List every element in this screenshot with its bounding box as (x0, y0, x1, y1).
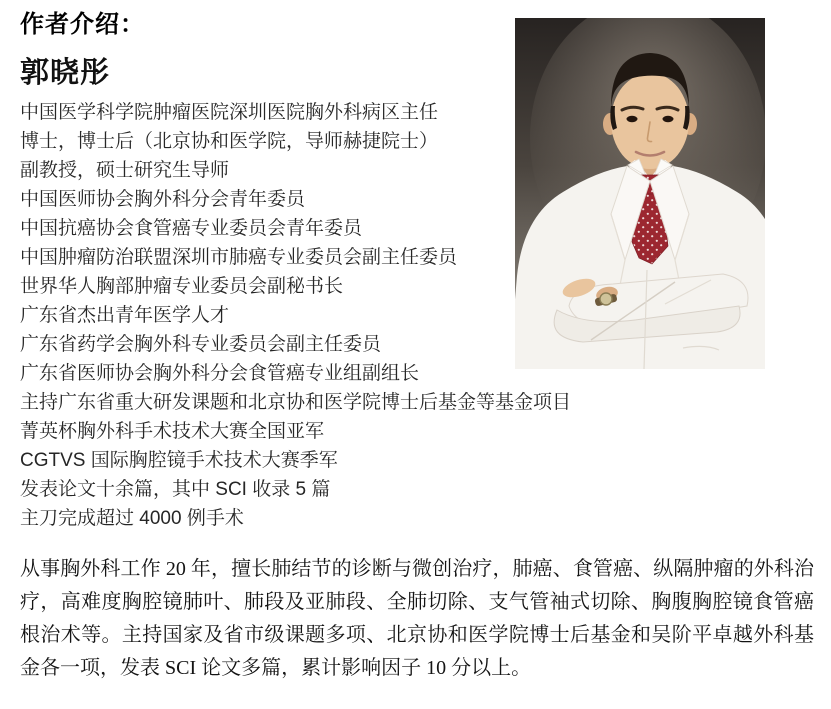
credential-item: 中国抗癌协会食管癌专业委员会青年委员 (20, 218, 363, 239)
author-name: 郭晓彤 (20, 57, 111, 89)
credential-item: 发表论文十余篇，其中 SCI 收录 5 篇 (20, 479, 331, 500)
credential-item: 菁英杯胸外科手术技术大赛全国亚军 (20, 421, 325, 442)
credential-item: 中国医学科学院肿瘤医院深圳医院胸外科病区主任 (20, 102, 439, 123)
credential-item: 广东省医师协会胸外科分会食管癌专业组副组长 (20, 363, 420, 384)
credential-item: 广东省药学会胸外科专业委员会副主任委员 (20, 334, 382, 355)
credential-item: 世界华人胸部肿瘤专业委员会副秘书长 (20, 276, 344, 297)
credential-item: 博士，博士后（北京协和医学院，导师赫捷院士） (20, 131, 439, 152)
author-photo (515, 18, 765, 369)
credential-item: 广东省杰出青年医学人才 (20, 305, 230, 326)
credential-item: 主刀完成超过 4000 例手术 (20, 508, 244, 529)
credential-item: CGTVS 国际胸腔镜手术技术大赛季军 (20, 450, 338, 471)
credential-item: 副教授，硕士研究生导师 (20, 160, 230, 181)
credential-item: 中国医师协会胸外科分会青年委员 (20, 189, 306, 210)
section-title: 作者介绍： (20, 12, 145, 38)
bio-paragraph: 从事胸外科工作 20 年，擅长肺结节的诊断与微创治疗，肺癌、食管癌、纵隔肿瘤的外科治疗，高难度胸腔镜肺叶、肺段及亚肺段、全肺切除、支气管袖式切除、胸腹胸腔镜食管癌根治术等。主持国家及省市级课题多项、北京协和医学院博士后基金和吴阶平卓越外科基金各一项，发表 SCI 论文多篇，累计影响因子 10 分以上。 (20, 558, 814, 679)
credential-item: 主持广东省重大研发课题和北京协和医学院博士后基金等基金项目 (20, 392, 572, 413)
doctor-portrait-image (515, 18, 765, 369)
credential-item: 中国肿瘤防治联盟深圳市肺癌专业委员会副主任委员 (20, 247, 458, 268)
